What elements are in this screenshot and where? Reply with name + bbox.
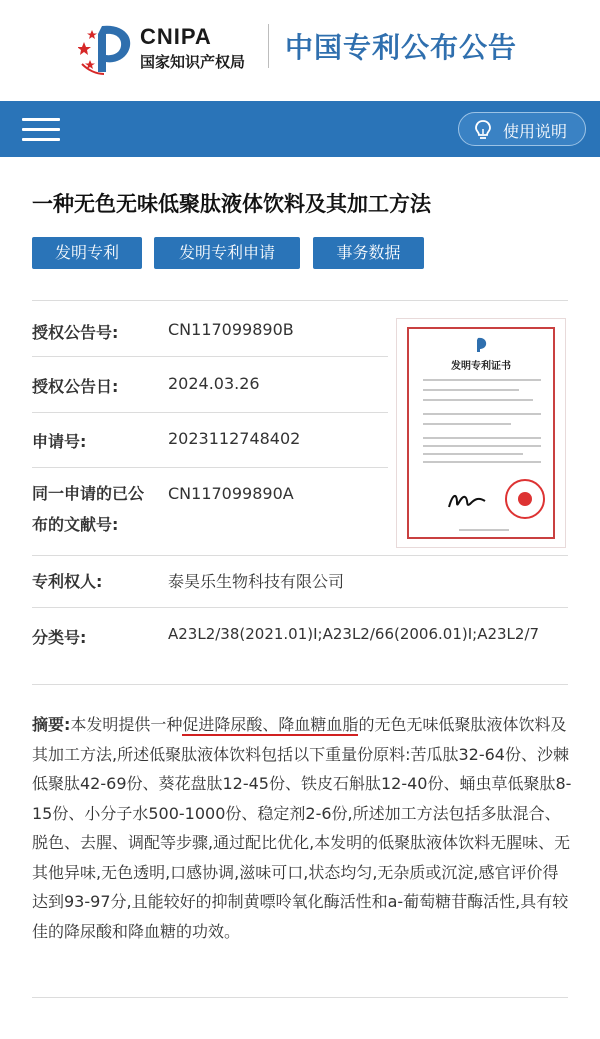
divider <box>32 997 568 998</box>
menu-icon[interactable] <box>22 116 60 144</box>
patentee-value: 泰昊乐生物科技有限公司 <box>168 572 345 591</box>
abstract-text-after: 的无色无味低聚肽液体饮料及其加工方法,所述低聚肽液体饮料包括以下重量份原料:苦瓜肽32-64份、沙棘低聚肽42-69份、葵花盘肽12-45份、铁皮石斛肽12-40份、蛹虫草低聚肽8-15份、小分子水500-1000份、稳定剂2-6份,所述加工方法包括多肽混合、脱色、去腥、调配等步骤,通过配比优化,本发明的低聚肽液体饮料无腥味、无其他异味,无色透明,口感协调,滋味可口,状态均匀,无杂质或沉淀,感官评价得达到93-97分,且能较好的抑制黄嘌呤氧化酶活性和a-葡萄糖苷酶活性,具有较佳的降尿酸和降血糖的功效。 <box>32 715 572 941</box>
divider <box>32 555 568 556</box>
tab-invention-patent[interactable]: 发明专利 <box>32 237 142 269</box>
patentee-label: 专利权人: <box>32 572 103 591</box>
pub-date-label: 授权公告日: <box>32 377 119 396</box>
header-divider <box>268 24 269 68</box>
patent-title: 一种无色无味低聚肽液体饮料及其加工方法 <box>32 192 431 216</box>
cnipa-emblem-icon <box>78 20 138 76</box>
divider <box>32 412 388 413</box>
classification-label: 分类号: <box>32 628 87 647</box>
tab-invention-application[interactable]: 发明专利申请 <box>154 237 300 269</box>
related-doc-label <box>32 478 144 540</box>
abstract-label: 摘要: <box>32 715 71 734</box>
logo-text-en: CNIPA <box>140 24 212 49</box>
site-header <box>0 0 600 100</box>
cnipa-emblem-icon <box>474 337 488 353</box>
help-label: 使用说明 <box>503 122 568 141</box>
certificate-frame <box>407 327 555 539</box>
patent-certificate-image[interactable] <box>396 318 566 548</box>
abstract <box>32 710 572 946</box>
classification-value: A23L2/38(2021.01)I;A23L2/66(2006.01)I;A23L2/7 <box>168 625 540 643</box>
divider <box>32 684 568 685</box>
abstract-text-before: 本发明提供一种 <box>70 715 183 734</box>
divider <box>32 300 568 301</box>
divider <box>32 607 568 608</box>
divider <box>32 356 388 357</box>
pub-no-label: 授权公告号: <box>32 323 119 342</box>
logo-text-cn: 国家知识产权局 <box>140 53 246 71</box>
lightbulb-icon <box>473 119 493 141</box>
related-doc-value: CN117099890A <box>168 484 294 503</box>
abstract-highlight: 促进降尿酸、降血糖血脂 <box>182 715 359 734</box>
certificate-title: 发明专利证书 <box>451 361 511 372</box>
related-doc-label-line1: 同一申请的已公 <box>32 484 145 503</box>
cnipa-logo[interactable] <box>78 20 258 76</box>
app-no-label: 申请号: <box>32 432 87 451</box>
divider <box>32 467 388 468</box>
official-seal-icon <box>505 479 545 519</box>
app-no-value: 2023112748402 <box>168 429 301 448</box>
pub-date-value: 2024.03.26 <box>168 374 260 393</box>
pub-no-value: CN117099890B <box>168 320 294 339</box>
help-button[interactable] <box>458 112 586 146</box>
tab-affairs-data[interactable]: 事务数据 <box>313 237 424 269</box>
site-title: 中国专利公布公告 <box>285 31 518 64</box>
signature-icon <box>447 489 487 513</box>
nav-bar <box>0 101 600 157</box>
related-doc-label-line2: 布的文献号: <box>32 515 119 534</box>
